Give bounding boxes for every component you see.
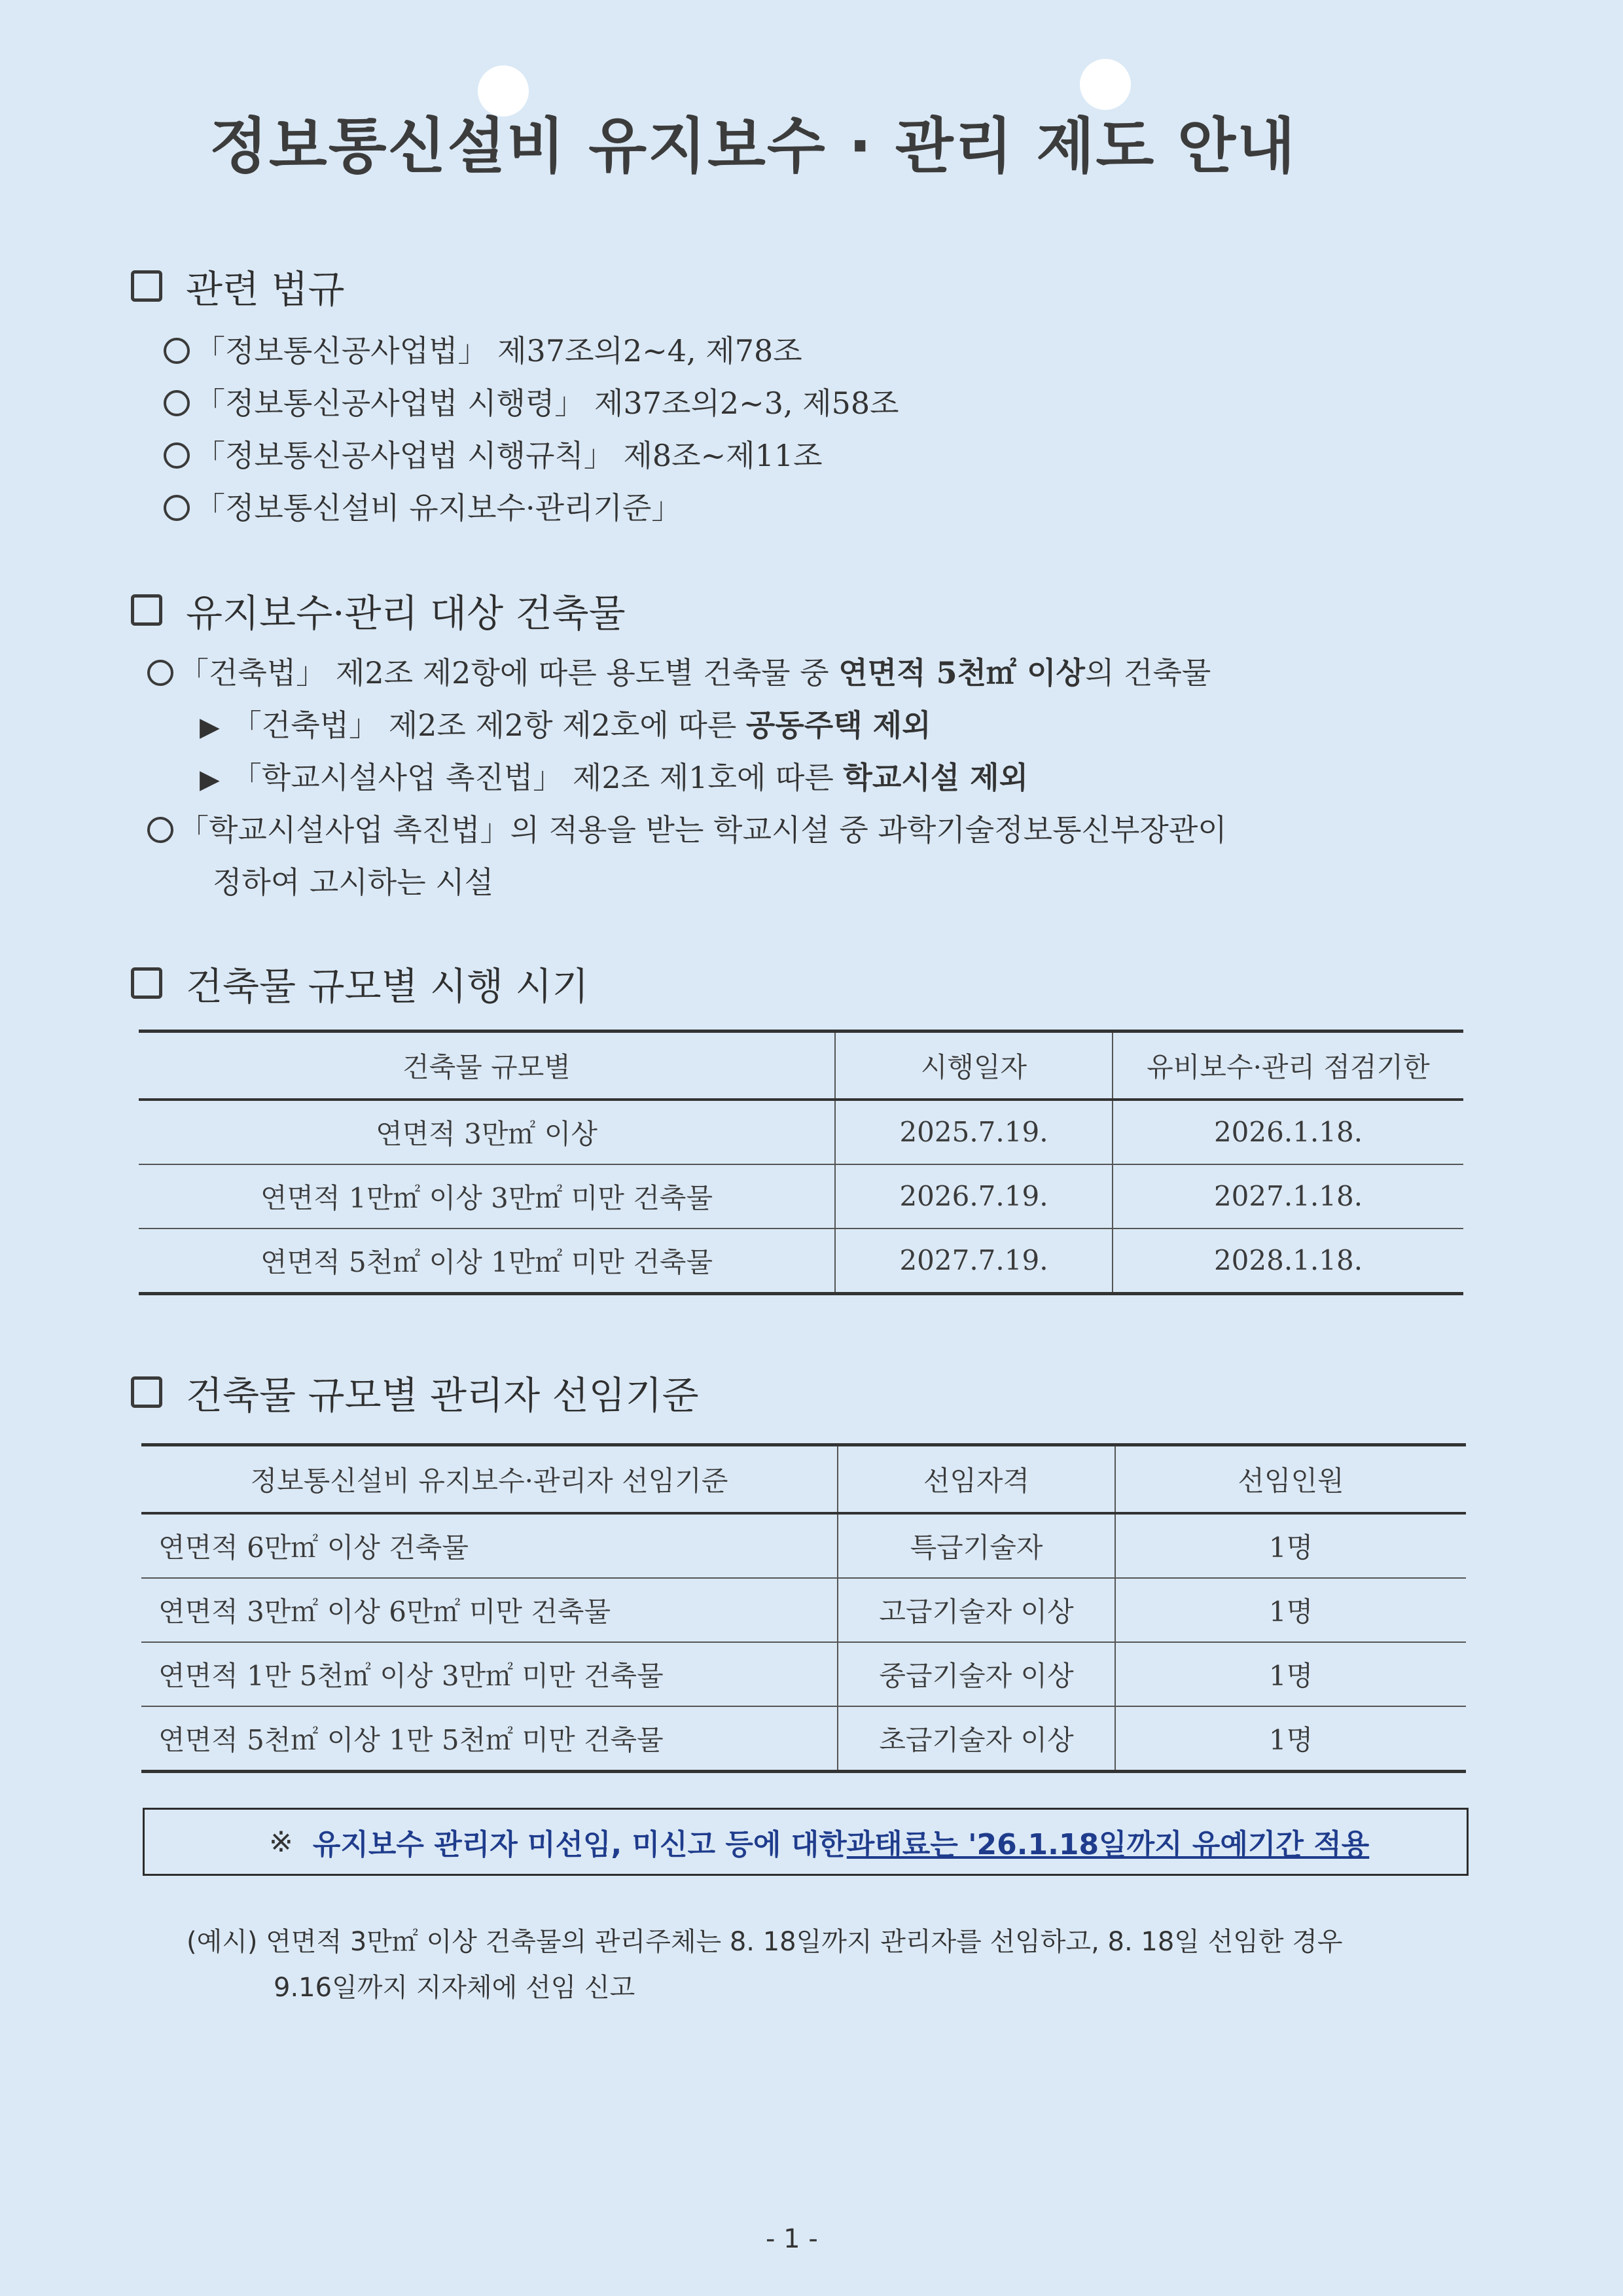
table-cell: 연면적 1만 5천㎡ 이상 3만㎡ 미만 건축물 bbox=[141, 1642, 838, 1706]
section-heading-schedule bbox=[131, 956, 589, 1011]
section-heading-laws bbox=[131, 259, 345, 314]
table-cell: 2025.7.19. bbox=[835, 1100, 1113, 1164]
managers-table bbox=[141, 1443, 1466, 1773]
target-item-text: 「학교시설사업 촉진법」의 적용을 받는 학교시설 중 과학기술정보통신부장관이 bbox=[179, 812, 1227, 848]
section-heading-targets bbox=[131, 583, 626, 637]
table-cell: 2026.1.18. bbox=[1113, 1100, 1463, 1164]
law-item-text: 「정보통신공사업법 시행규칙」 제8조~제11조 bbox=[195, 438, 823, 473]
table-cell: 2027.7.19. bbox=[835, 1229, 1113, 1294]
target-subitem bbox=[200, 702, 931, 745]
table-row bbox=[139, 1229, 1463, 1294]
target-item-emphasis: 연면적 5천㎡ 이상 bbox=[838, 655, 1085, 691]
table-cell: 연면적 5천㎡ 이상 1만㎡ 미만 건축물 bbox=[139, 1229, 835, 1294]
notice-underlined-text: 과태료는 '26.1.18일까지 유예기간 적용 bbox=[846, 1828, 1370, 1861]
circle-bullet-icon bbox=[164, 390, 190, 416]
column-header: 시행일자 bbox=[835, 1031, 1113, 1100]
target-subitem-emphasis: 공동주택 제외 bbox=[745, 708, 931, 743]
table-cell: 2026.7.19. bbox=[835, 1164, 1113, 1229]
target-subitem-emphasis: 학교시설 제외 bbox=[843, 760, 1029, 795]
table-cell: 연면적 3만㎡ 이상 6만㎡ 미만 건축물 bbox=[141, 1578, 838, 1642]
law-item-text: 「정보통신공사업법」 제37조의2~4, 제78조 bbox=[195, 333, 802, 368]
target-item-continuation: 정하여 고시하는 시설 bbox=[213, 865, 494, 900]
circle-bullet-icon bbox=[164, 442, 190, 469]
triangle-bullet-icon: ▶ bbox=[200, 764, 220, 795]
section-heading-managers bbox=[131, 1365, 699, 1420]
table-row bbox=[139, 1164, 1463, 1229]
triangle-bullet-icon: ▶ bbox=[200, 712, 220, 742]
grace-period-notice bbox=[143, 1808, 1469, 1876]
column-header: 유비보수·관리 점검기한 bbox=[1113, 1031, 1463, 1100]
section-heading-text: 관련 법규 bbox=[186, 267, 345, 312]
table-cell: 1명 bbox=[1115, 1706, 1466, 1772]
column-header: 정보통신설비 유지보수·관리자 선임기준 bbox=[141, 1445, 838, 1513]
target-subitem-text: 「학교시설사업 촉진법」 제2조 제1호에 따른 bbox=[231, 760, 844, 795]
column-header: 건축물 규모별 bbox=[139, 1031, 835, 1100]
table-cell: 1명 bbox=[1115, 1642, 1466, 1706]
table-cell: 연면적 3만㎡ 이상 bbox=[139, 1100, 835, 1164]
circle-bullet-icon bbox=[164, 338, 190, 364]
column-header: 선임인원 bbox=[1115, 1445, 1466, 1513]
circle-bullet-icon bbox=[164, 495, 190, 521]
circle-bullet-icon bbox=[147, 817, 173, 843]
table-cell: 고급기술자 이상 bbox=[838, 1578, 1115, 1642]
checkbox-square-icon bbox=[131, 594, 162, 626]
table-row bbox=[141, 1578, 1466, 1642]
table-cell: 중급기술자 이상 bbox=[838, 1642, 1115, 1706]
target-subitem-text: 「건축법」 제2조 제2항 제2호에 따른 bbox=[231, 708, 746, 743]
table-cell: 특급기술자 bbox=[838, 1513, 1115, 1578]
page-title: 정보통신설비 유지보수 · 관리 제도 안내 bbox=[209, 111, 1297, 181]
column-header: 선임자격 bbox=[838, 1445, 1115, 1513]
law-item-text: 「정보통신설비 유지보수·관리기준」 bbox=[195, 490, 682, 526]
table-cell: 연면적 5천㎡ 이상 1만 5천㎡ 미만 건축물 bbox=[141, 1706, 838, 1772]
table-cell: 초급기술자 이상 bbox=[838, 1706, 1115, 1772]
target-item bbox=[147, 806, 1227, 850]
section-heading-text: 유지보수·관리 대상 건축물 bbox=[186, 591, 626, 636]
target-item bbox=[147, 649, 1211, 692]
section-heading-text: 건축물 규모별 시행 시기 bbox=[186, 964, 589, 1009]
target-item-text: 「건축법」 제2조 제2항에 따른 용도별 건축물 중 bbox=[179, 655, 839, 691]
law-item bbox=[164, 327, 802, 370]
table-cell: 연면적 1만㎡ 이상 3만㎡ 미만 건축물 bbox=[139, 1164, 835, 1229]
page-number: - 1 - bbox=[766, 2224, 818, 2254]
table-header-row bbox=[139, 1031, 1463, 1100]
table-header-row bbox=[141, 1445, 1466, 1513]
example-line-1: (예시) 연면적 3만㎡ 이상 건축물의 관리주체는 8. 18일까지 관리자를 선임하고, 8. 18일 선임한 경우 bbox=[187, 1927, 1343, 1957]
table-row bbox=[141, 1642, 1466, 1706]
table-cell: 연면적 6만㎡ 이상 건축물 bbox=[141, 1513, 838, 1578]
table-row bbox=[141, 1513, 1466, 1578]
law-item bbox=[164, 484, 681, 528]
notice-text: 유지보수 관리자 미선임, 미신고 등에 대한 bbox=[312, 1828, 847, 1861]
table-cell: 1명 bbox=[1115, 1513, 1466, 1578]
law-item bbox=[164, 432, 823, 475]
table-row bbox=[139, 1100, 1463, 1164]
table-cell: 1명 bbox=[1115, 1578, 1466, 1642]
circle-bullet-icon bbox=[147, 660, 173, 686]
example-line-2: 9.16일까지 지자체에 선임 신고 bbox=[274, 1973, 635, 2003]
target-item-text: 의 건축물 bbox=[1084, 655, 1211, 691]
schedule-table bbox=[139, 1030, 1463, 1295]
checkbox-square-icon bbox=[131, 967, 162, 999]
checkbox-square-icon bbox=[131, 270, 162, 302]
target-subitem bbox=[200, 754, 1028, 797]
reference-mark: ※ bbox=[269, 1825, 293, 1859]
checkbox-square-icon bbox=[131, 1376, 162, 1408]
table-row bbox=[141, 1706, 1466, 1772]
table-cell: 2028.1.18. bbox=[1113, 1229, 1463, 1294]
law-item-text: 「정보통신공사업법 시행령」 제37조의2~3, 제58조 bbox=[195, 386, 899, 421]
table-cell: 2027.1.18. bbox=[1113, 1164, 1463, 1229]
law-item bbox=[164, 380, 899, 423]
section-heading-text: 건축물 규모별 관리자 선임기준 bbox=[186, 1373, 699, 1418]
